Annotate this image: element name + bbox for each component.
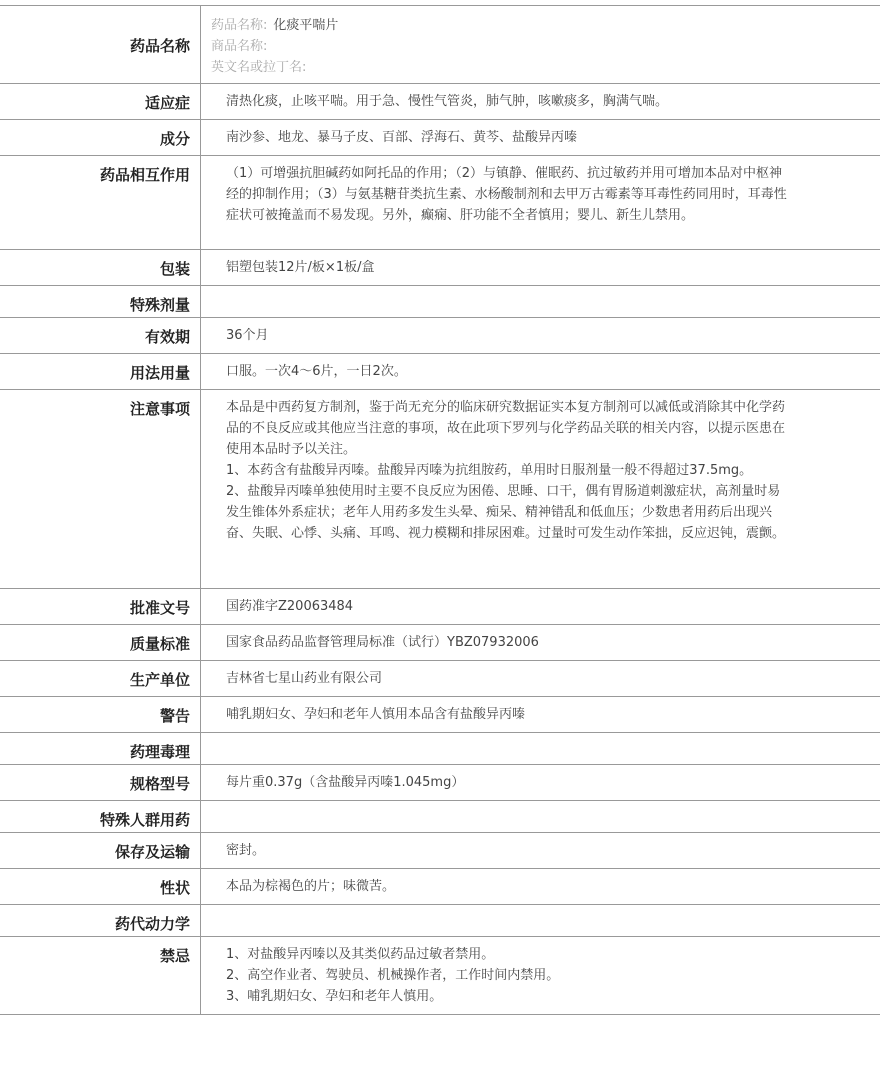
value-specification: 每片重0.37g（含盐酸异丙嗪1.045mg） bbox=[201, 765, 880, 801]
value-contraindications bbox=[201, 937, 880, 1015]
value-pharmacology bbox=[201, 733, 880, 765]
value-usage: 口服。一次4～6片，一日2次。 bbox=[201, 354, 880, 390]
row-contraindications bbox=[0, 937, 880, 1015]
value-indications: 清热化痰，止咳平喘。用于急、慢性气管炎，肺气肿，咳嗽痰多，胸满气喘。 bbox=[201, 84, 880, 120]
label-special-population: 特殊人群用药 bbox=[0, 801, 201, 833]
row-indications bbox=[0, 84, 880, 120]
label-contraindications: 禁忌 bbox=[0, 937, 201, 1015]
value-special-dosage bbox=[201, 286, 880, 318]
row-approval-no bbox=[0, 589, 880, 625]
label-usage: 用法用量 bbox=[0, 354, 201, 390]
label-approval-no: 批准文号 bbox=[0, 589, 201, 625]
precaution-paragraph-intro: 本品是中西药复方制剂，鉴于尚无充分的临床研究数据证实本复方制剂可以减低或消除其中化学药品的不良反应或其他应当注意的事项，故在此项下罗列与化学药品关联的相关内容，以提示医患在使用本品时予以关注。 bbox=[226, 400, 786, 457]
value-appearance: 本品为棕褐色的片；味微苦。 bbox=[201, 869, 880, 905]
row-appearance bbox=[0, 869, 880, 905]
value-quality-standard: 国家食品药品监督管理局标准（试行）YBZ07932006 bbox=[201, 625, 880, 661]
value-validity: 36个月 bbox=[201, 318, 880, 354]
row-interactions bbox=[0, 156, 880, 250]
row-ingredients bbox=[0, 120, 880, 156]
value-manufacturer: 吉林省七星山药业有限公司 bbox=[201, 661, 880, 697]
contraindication-item: 2、高空作业者、驾驶员、机械操作者，工作时间内禁用。 bbox=[226, 968, 560, 983]
label-warning: 警告 bbox=[0, 697, 201, 733]
label-drug-name: 药品名称 bbox=[0, 6, 201, 84]
value-precautions bbox=[201, 390, 880, 589]
latin-name-key: 英文名或拉丁名: bbox=[211, 60, 307, 75]
value-storage: 密封。 bbox=[201, 833, 880, 869]
label-manufacturer: 生产单位 bbox=[0, 661, 201, 697]
label-interactions: 药品相互作用 bbox=[0, 156, 201, 250]
value-pharmacokinetics bbox=[201, 905, 880, 937]
value-interactions: （1）可增强抗胆碱药如阿托品的作用；（2）与镇静、催眠药、抗过敏药并用可增加本品对中枢神经的抑制作用；（3）与氨基糖苷类抗生素、水杨酸制剂和去甲万古霉素等耳毒性药同用时，耳毒性症状可被掩盖而不易发现。另外，癫痫、肝功能不全者慎用；婴儿、新生儿禁用。 bbox=[201, 156, 880, 250]
generic-name-value: 化痰平喘片 bbox=[273, 18, 339, 33]
row-pharmacokinetics bbox=[0, 905, 880, 937]
value-approval-no: 国药准字Z20063484 bbox=[201, 589, 880, 625]
latin-name-line bbox=[211, 57, 870, 78]
generic-name-line bbox=[211, 15, 870, 36]
row-usage bbox=[0, 354, 880, 390]
row-special-population bbox=[0, 801, 880, 833]
label-appearance: 性状 bbox=[0, 869, 201, 905]
value-warning: 哺乳期妇女、孕妇和老年人慎用本品含有盐酸异丙嗪 bbox=[201, 697, 880, 733]
label-storage: 保存及运输 bbox=[0, 833, 201, 869]
row-specification bbox=[0, 765, 880, 801]
label-ingredients: 成分 bbox=[0, 120, 201, 156]
precaution-paragraph-2: 2、盐酸异丙嗪单独使用时主要不良反应为困倦、思睡、口干，偶有胃肠道刺激症状，高剂量时易发生锥体外系症状；老年人用药多发生头晕、痴呆、精神错乱和低血压；少数患者用药后出现兴奋、失眠、心悸、头痛、耳鸣、视力模糊和排尿困难。过量时可发生动作笨拙，反应迟钝，震颤。 bbox=[226, 484, 786, 541]
value-ingredients: 南沙参、地龙、暴马子皮、百部、浮海石、黄芩、盐酸异丙嗪 bbox=[201, 120, 880, 156]
label-packaging: 包装 bbox=[0, 250, 201, 286]
contraindication-item: 3、哺乳期妇女、孕妇和老年人慎用。 bbox=[226, 989, 443, 1004]
label-pharmacology: 药理毒理 bbox=[0, 733, 201, 765]
row-packaging bbox=[0, 250, 880, 286]
drug-info-table bbox=[0, 5, 880, 1015]
row-warning bbox=[0, 697, 880, 733]
row-validity bbox=[0, 318, 880, 354]
label-precautions: 注意事项 bbox=[0, 390, 201, 589]
label-special-dosage: 特殊剂量 bbox=[0, 286, 201, 318]
value-packaging: 铝塑包装12片/板×1板/盒 bbox=[201, 250, 880, 286]
trade-name-line bbox=[211, 36, 870, 57]
contraindication-item: 1、对盐酸异丙嗪以及其类似药品过敏者禁用。 bbox=[226, 947, 495, 962]
label-validity: 有效期 bbox=[0, 318, 201, 354]
row-pharmacology bbox=[0, 733, 880, 765]
row-manufacturer bbox=[0, 661, 880, 697]
row-quality-standard bbox=[0, 625, 880, 661]
label-quality-standard: 质量标准 bbox=[0, 625, 201, 661]
generic-name-key: 药品名称: bbox=[211, 18, 268, 33]
row-special-dosage bbox=[0, 286, 880, 318]
value-drug-names bbox=[201, 6, 880, 84]
value-special-population bbox=[201, 801, 880, 833]
trade-name-key: 商品名称: bbox=[211, 39, 268, 54]
precaution-paragraph-1: 1、本药含有盐酸异丙嗪。盐酸异丙嗪为抗组胺药，单用时日服剂量一般不得超过37.5mg。 bbox=[226, 463, 753, 478]
label-specification: 规格型号 bbox=[0, 765, 201, 801]
row-drug-name bbox=[0, 6, 880, 84]
label-indications: 适应症 bbox=[0, 84, 201, 120]
row-storage bbox=[0, 833, 880, 869]
label-pharmacokinetics: 药代动力学 bbox=[0, 905, 201, 937]
row-precautions bbox=[0, 390, 880, 589]
